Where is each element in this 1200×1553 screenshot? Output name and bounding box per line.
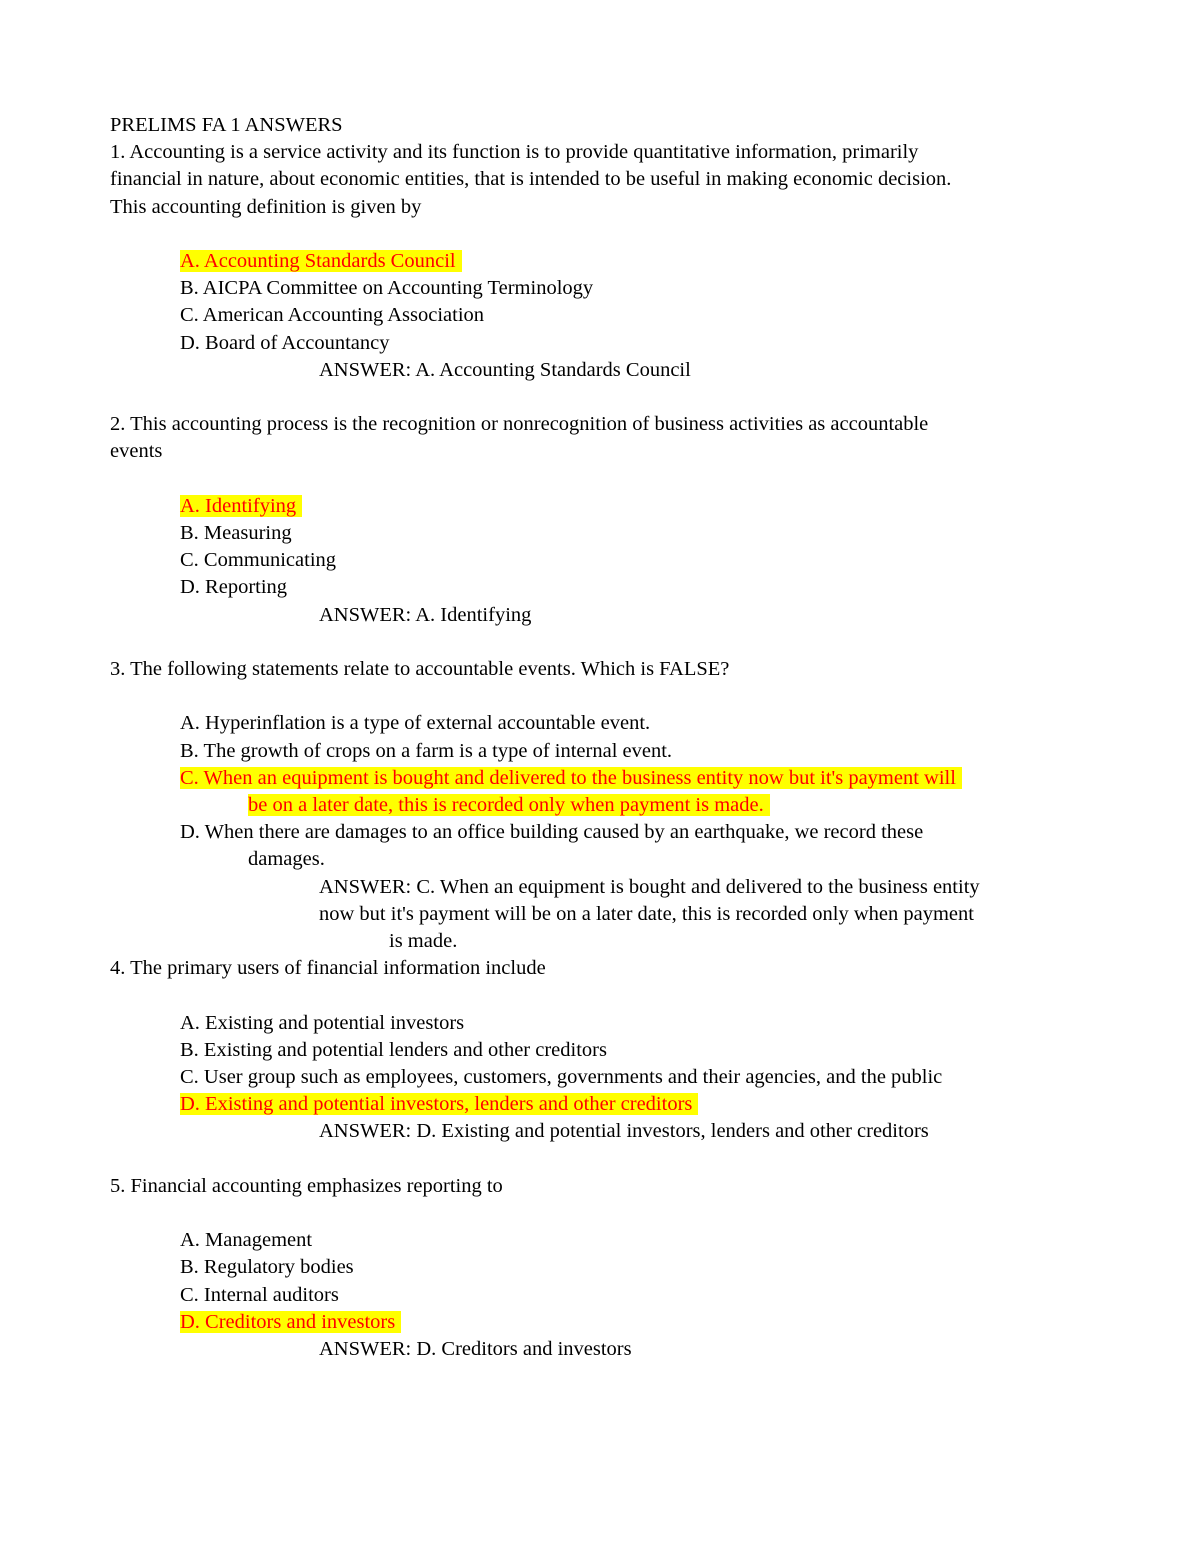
highlighted-answer: D. Existing and potential investors, lenders and other creditors <box>180 1093 698 1115</box>
question-2-option-b: B. Measuring <box>180 522 292 544</box>
question-5-option-b: B. Regulatory bodies <box>180 1256 354 1279</box>
spacer <box>110 982 1100 1009</box>
question-5-answer: ANSWER: D. Creditors and investors <box>319 1338 632 1361</box>
question-3-option-c-correct <box>110 765 1100 792</box>
question-2-option-d: D. Reporting <box>180 576 288 599</box>
question-3-answer-continued: now but it's payment will be on a later date, this is recorded only when payment <box>319 902 974 925</box>
question-3-option-d: D. When there are damages to an office building caused by an earthquake, we record these <box>180 821 924 844</box>
question-1-answer: ANSWER: A. Accounting Standards Council <box>319 358 691 381</box>
question-4-option-c: C. User group such as employees, customers, governments and their agencies, and the public <box>180 1066 943 1089</box>
spacer <box>110 629 1100 656</box>
question-1-option-a-correct <box>110 248 1100 275</box>
document-title: PRELIMS FA 1 ANSWERS <box>110 114 343 136</box>
question-1-text-line: financial in nature, about economic entities, that is intended to be useful in making economic decision. <box>110 168 952 191</box>
question-1-option-b: B. AICPA Committee on Accounting Terminology <box>180 277 594 300</box>
question-4-answer: ANSWER: D. Existing and potential investors, lenders and other creditors <box>319 1120 929 1143</box>
highlighted-answer: D. Creditors and investors <box>180 1311 401 1333</box>
spacer <box>110 683 1100 710</box>
question-1-text-line: This accounting definition is given by <box>110 195 422 218</box>
question-3-option-b: B. The growth of crops on a farm is a type of internal event. <box>180 739 673 762</box>
question-5-option-d-correct <box>110 1309 1100 1336</box>
spacer <box>110 1146 1100 1173</box>
spacer <box>110 1200 1100 1227</box>
question-2-text-line: 2. This accounting process is the recognition or nonrecognition of business activities as accountable <box>110 413 929 436</box>
question-3-option-c-correct-continued <box>110 792 1100 819</box>
highlighted-answer: C. When an equipment is bought and delivered to the business entity now but it's payment will <box>180 767 962 789</box>
question-2-answer: ANSWER: A. Identifying <box>319 603 532 626</box>
question-3-answer: ANSWER: C. When an equipment is bought and delivered to the business entity <box>319 875 980 898</box>
highlighted-answer: A. Accounting Standards Council <box>180 250 462 272</box>
question-4-option-a: A. Existing and potential investors <box>180 1011 465 1034</box>
question-5-text-line: 5. Financial accounting emphasizes reporting to <box>110 1174 503 1197</box>
question-4-option-b: B. Existing and potential lenders and other creditors <box>180 1038 607 1061</box>
document-page <box>110 112 1100 1363</box>
question-2-option-a-correct <box>110 493 1100 520</box>
question-1-option-c: C. American Accounting Association <box>180 304 485 327</box>
question-5-option-a: A. Management <box>180 1229 313 1252</box>
highlighted-answer: be on a later date, this is recorded only when payment is made. <box>248 794 770 816</box>
question-2-option-c: C. Communicating <box>180 549 337 572</box>
spacer <box>110 384 1100 411</box>
question-4-option-d-correct <box>110 1091 1100 1118</box>
question-3-option-d-continued: damages. <box>248 848 325 871</box>
question-3-text-line: 3. The following statements relate to accountable events. Which is FALSE? <box>110 658 730 680</box>
question-1-text-line: 1. Accounting is a service activity and its function is to provide quantitative information, primarily <box>110 141 919 164</box>
question-1-option-d: D. Board of Accountancy <box>180 331 390 354</box>
question-5-option-c: C. Internal auditors <box>180 1283 339 1306</box>
highlighted-answer: A. Identifying <box>180 495 302 517</box>
spacer <box>110 221 1100 248</box>
spacer <box>110 466 1100 493</box>
question-3-answer-continued: is made. <box>389 930 458 953</box>
question-3-option-a: A. Hyperinflation is a type of external accountable event. <box>180 712 651 735</box>
question-4-text-line: 4. The primary users of financial information include <box>110 957 546 980</box>
question-2-text-line: events <box>110 440 163 463</box>
